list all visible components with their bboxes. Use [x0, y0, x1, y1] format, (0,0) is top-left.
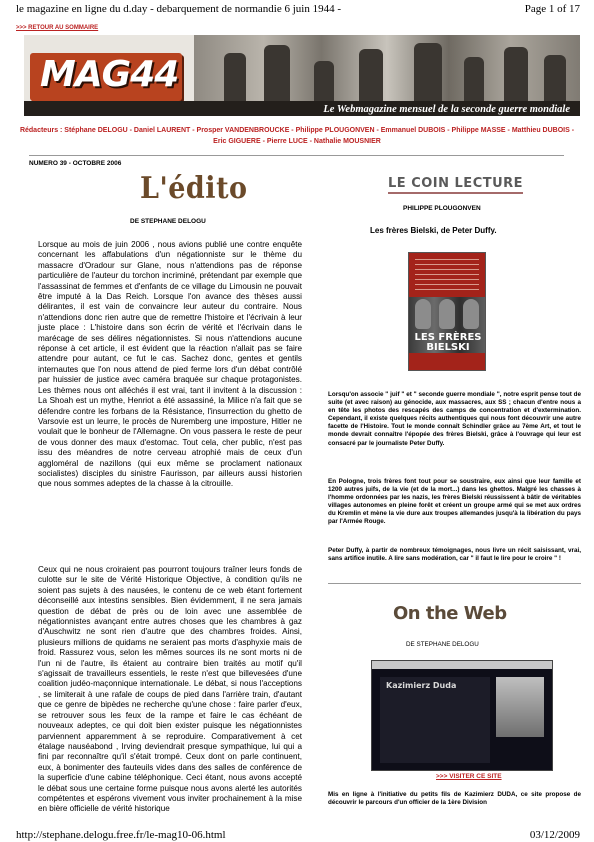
on-the-web-byline: DE STEPHANE DELOGU [406, 641, 479, 648]
print-footer-date: 03/12/2009 [529, 829, 580, 841]
credits-line-1: Rédacteurs : Stéphane DELOGU - Daniel LAURENT - Prosper VANDENBROUCKE - Philippe PLOUGONVEN - Emmanuel DUBOIS - Philippe MASSE - Matthieu DUBOIS - [19, 127, 575, 134]
return-to-summary-link[interactable]: >>> RETOUR AU SOMMAIRE [16, 25, 99, 31]
coin-lecture-heading: LE COIN LECTURE [388, 176, 523, 194]
on-the-web-heading: On the Web [393, 603, 507, 624]
issue-number: NUMERO 39 - OCTOBRE 2006 [29, 160, 122, 167]
print-footer-url: http://stephane.delogu.free.fr/le-mag10-06.html [16, 829, 226, 841]
visit-site-link[interactable]: >>> VISITER CE SITE [436, 773, 502, 780]
book-title: Les frères Bielski, de Peter Duffy. [370, 226, 497, 235]
banner-photo [194, 35, 580, 101]
header-divider [29, 155, 564, 156]
banner-tagline: Le Webmagazine mensuel de la seconde guerre mondiale [323, 104, 570, 115]
credits-line-2: Eric GIGUERE - Pierre LUCE - Nathalie MOUSNIER [213, 138, 381, 145]
print-header-title: le magazine en ligne du d.day - debarquement de normandie 6 juin 1944 - [16, 3, 342, 15]
mag44-logo [30, 53, 182, 101]
book-cover-image [408, 252, 486, 371]
screenshot-site-label: Kazimierz Duda [386, 681, 457, 690]
on-the-web-paragraph: Mis en ligne à l'initiative du petits fils de Kazimierz DUDA, ce site propose de découvrir le parcours d'un officier de la 1ère Division [328, 791, 581, 807]
coin-lecture-paragraph-3: Peter Duffy, à partir de nombreux témoignages, nous livre un récit saisissant, vrai, sans artifice inutile. A lire sans modération, car " il faut le lire pour le croire " ! [328, 547, 581, 563]
magazine-banner [24, 35, 580, 116]
book-cover-title: LES FRÈRES BIELSKI [414, 332, 482, 353]
print-header-page: Page 1 of 17 [524, 3, 580, 15]
edito-heading: L'édito [140, 171, 248, 206]
coin-lecture-paragraph-1: Lorsqu'on associe " juif " et " seconde guerre mondiale ", notre esprit pense tout de suite (et avec raison) au génocide, aux massacres, aux SS ; chacun d'entre nous a en tête les photos des rescapés des camps de concentration et d'extermination. Cependant, il existe quelques récits authentiques qui nous font découvrir une autre facette de l'Histoire. Tout le monde connaît Schindler grâce au 7ème Art, et tout le monde devrait connaître l'épopée des frères Bielski, grâce à l'ouvrage qui leur est consacré par le journaliste Peter Duffy. [328, 391, 581, 447]
coin-lecture-paragraph-2: En Pologne, trois frères font tout pour se soustraire, eux ainsi que leur famille et 1200 autres juifs, de la vie (et de la mort...) dans les ghettos. Malgré les chasses à l'homme ordonnées par les nazis, les frères Bielski réussissent à bâtir de véritables villages autonomes en pleine forêt et créent un groupe armé qui se met aux ordres du Kremlin et mène la vie dure aux troupes allemandes jusqu'à la libération du pays par l'Armée Rouge. [328, 478, 581, 526]
edito-paragraph-1: Lorsque au mois de juin 2006 , nous avions publié une contre enquête concernant les affabulations d'un négationniste sur le thème du massacre d'Oradour sur Glane, nous n'attendions pas de réponse particulière de l'auteur du torchon incriminé, prétendant par exemple que l'assassinat de femmes et d'enfants de ce village du Limousin ne pouvait être imputé à la Das Reich. Lorsque l'on avance des thèses aussi délirantes, il est vain de convaincre leur auteur du contraire. Nous n'attendions donc rien autre que de remettre l'histoire et l'écrivain à leur juste place : L'histoire dans son écrin de vérité et l'écrivain dans le marécage de ses délires négationnistes. Si nous n'attendions aucune réponse à cet article, il est évident que la réaction n'allait pas se faire attendre pour autant, ce fut le cas. Sachez donc, gentes et gentils internautes que l'on nous attend de pied ferme lors d'un débat contrôlé par huissier de justice avec caméra braquée sur chaque protagonistes. Les thèmes nous ont alléchés il est vrai, tant il invitent à la discussion : La Shoah est un mythe, Henriot a été assassiné, la Milice n'a fait que se défendre contre les forbans de la Résistance, l'insurrection du ghetto de Varsovie est un leurre, le procès de Nuremberg une imposture, Hitler ne voulait que le bonheur de l'Allemagne. On vous passera le reste de peur de vous donner des maux d'estomac. Tout cela, cher public, n'est pas issu des méandres de notre cerveau atrophié mais de ceux d'un aggloméral de nazillons (qui eux même se proclament nationaux socialistes) disciples du sinistre Faurisson, par ailleurs aussi historien que nous sommes adeptes de la chasse à la citrouille. [38, 240, 302, 489]
logo-text: MAG44 [40, 54, 179, 95]
sidebar-divider [328, 583, 581, 584]
website-screenshot[interactable] [371, 660, 553, 771]
edito-paragraph-2: Ceux qui ne nous croiraient pas pourront toujours traîner leurs fonds de culotte sur le site de Vérité Historique Objective, à condition qu'ils ne soient pas sujets à des nausées, le contenu de ce web étant fortement déconseillé aux intestins sensibles. Bien évidemment, il ne sera jamais question de débat de près ou de loin avec une assemblée de négationnistes avançant entre autres choses que les chambres à gaz d'Auschwitz ne sont rien d'autre que des chambres froides. Ainsi, plusieurs millions de quidams ne seraient pas morts d'asphyxie mais de froid. Rassurez vous, selon les mêmes sources ils ne sont morts ni de l'un ni de l'autre, ils étaient au contraire bien traités au motif qu'il s'agissait de travailleurs essentiels, le reste n'est que billevesées d'une coalition judéo-maçonnique internationale. Le débat, si nous l'acceptions , se limiterait à une rafale de coups de pied dans l'arrière train, d'autant que ce genre de bipèdes ne recherche qu'une chose : faire parler d'eux, se retrouver sous les feux de la rampe et faire le cas échéant de nouveaux adeptes, ce qui doit bien exister puisque les négationnistes parviennent apparemment à se reproduire. Comparativement à cet étalage nauséabond , Irving deviendrait presque sympathique, lui qui a fini par reconnaître qu'il s'était trompé. Ceux dont on parle continuent, eux, à bonimenter des fauteuils vides dans des salles de conférence de la superficie d'une cabine téléphonique. Ceci étant, nous avons accepté le débat sous une certaine forme puisque nous avons alerté les autorités compétentes et espérons vivement vous inviter prochainement à la mise en bière officielle de vérité historique [38, 565, 302, 814]
editor-credits [10, 125, 584, 147]
edito-byline: DE STEPHANE DELOGU [130, 218, 206, 225]
coin-lecture-byline: PHILIPPE PLOUGONVEN [403, 205, 481, 212]
